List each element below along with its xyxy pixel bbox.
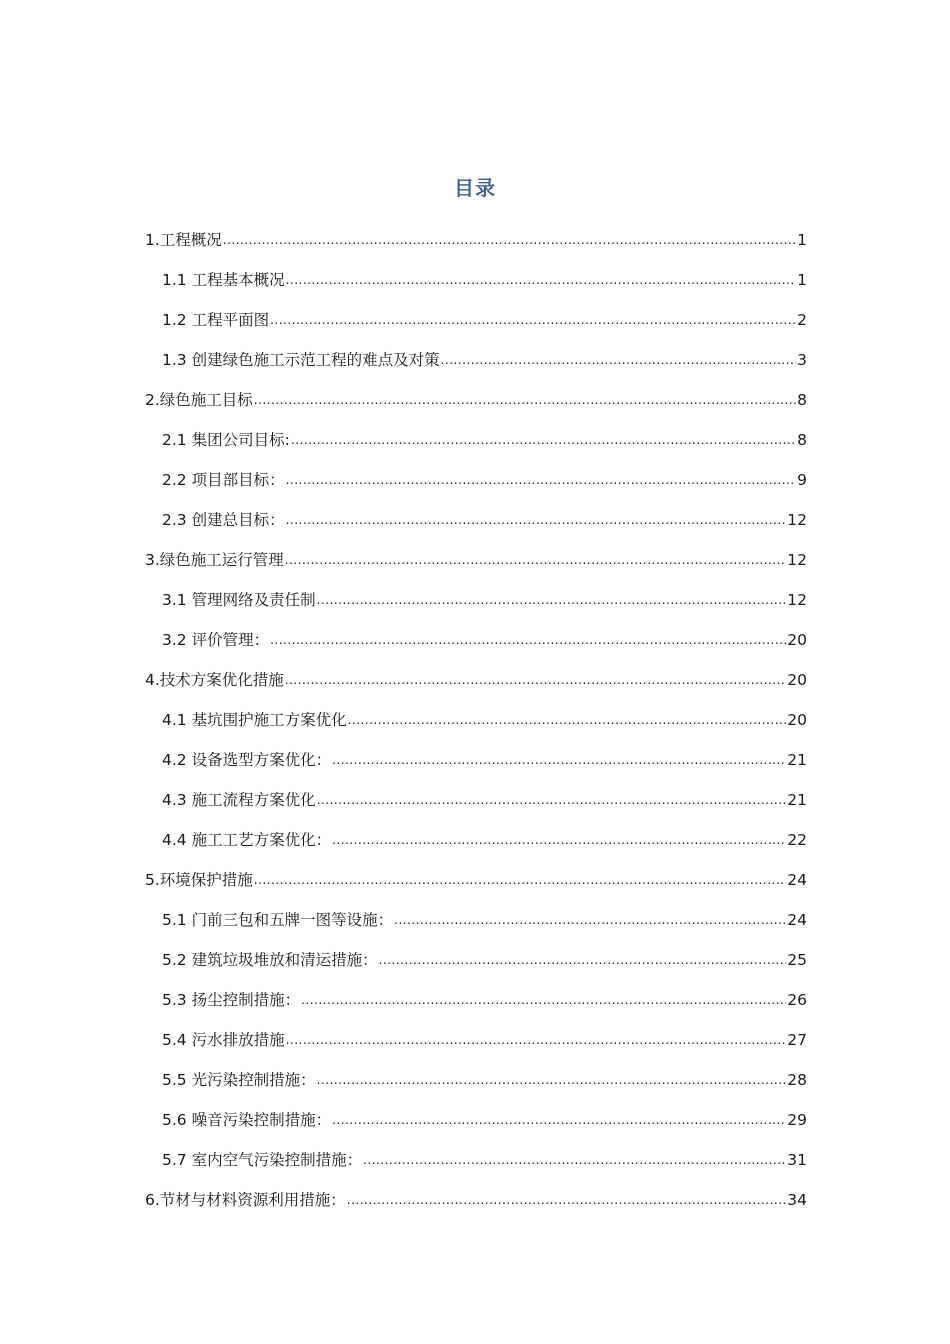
toc-leader-dots (286, 272, 797, 290)
toc-leader-dots (286, 472, 797, 490)
toc-entry-label: 2.3 创建总目标： (162, 511, 285, 529)
toc-entry[interactable] (145, 412, 807, 452)
toc-entry[interactable] (145, 212, 807, 252)
table-of-contents (145, 212, 807, 1212)
toc-entry[interactable] (145, 1092, 807, 1132)
toc-entry[interactable] (145, 652, 807, 692)
toc-entry-label: 5.环境保护措施 (145, 871, 253, 889)
toc-entry-page-number: 24 (787, 871, 807, 889)
toc-leader-dots (332, 752, 786, 770)
toc-entry-page-number: 9 (797, 471, 807, 489)
toc-entry-page-number: 1 (797, 271, 807, 289)
toc-entry[interactable] (145, 972, 807, 1012)
toc-entry-label: 5.2 建筑垃圾堆放和清运措施： (162, 951, 378, 969)
toc-entry-page-number: 27 (787, 1031, 807, 1049)
toc-entry-page-number: 12 (787, 511, 807, 529)
toc-entry-page-number: 25 (787, 951, 807, 969)
toc-entry-page-number: 28 (787, 1071, 807, 1089)
toc-entry[interactable] (145, 1172, 807, 1212)
toc-entry-label: 5.7 室内空气污染控制措施： (162, 1151, 363, 1169)
toc-leader-dots (317, 792, 787, 810)
toc-entry-label: 5.6 噪音污染控制措施： (162, 1111, 332, 1129)
toc-entry-label: 2.绿色施工目标 (145, 391, 253, 409)
toc-leader-dots (394, 912, 786, 930)
toc-leader-dots (332, 832, 786, 850)
toc-entry[interactable] (145, 932, 807, 972)
toc-entry-label: 1.3 创建绿色施工示范工程的难点及对策 (162, 351, 440, 369)
toc-entry-label: 5.1 门前三包和五牌一图等设施： (162, 911, 394, 929)
toc-entry-page-number: 3 (797, 351, 807, 369)
toc-entry-page-number: 21 (787, 751, 807, 769)
toc-leader-dots (254, 872, 786, 890)
toc-entry-page-number: 8 (797, 431, 807, 449)
toc-leader-dots (332, 1112, 786, 1130)
toc-entry[interactable] (145, 332, 807, 372)
toc-leader-dots (286, 512, 787, 530)
toc-entry[interactable] (145, 852, 807, 892)
toc-leader-dots (363, 1152, 786, 1170)
toc-entry[interactable] (145, 292, 807, 332)
toc-entry-label: 5.3 扬尘控制措施： (162, 991, 301, 1009)
toc-entry[interactable] (145, 452, 807, 492)
toc-entry[interactable] (145, 692, 807, 732)
toc-leader-dots (291, 432, 796, 450)
toc-entry[interactable] (145, 1132, 807, 1172)
toc-entry[interactable] (145, 572, 807, 612)
toc-leader-dots (285, 672, 786, 690)
toc-entry-page-number: 26 (787, 991, 807, 1009)
toc-leader-dots (270, 312, 796, 330)
toc-entry-page-number: 20 (787, 631, 807, 649)
toc-entry-page-number: 34 (787, 1191, 807, 1209)
toc-entry-label: 2.1 集团公司目标: (162, 431, 290, 449)
toc-entry[interactable] (145, 1012, 807, 1052)
toc-entry-label: 1.2 工程平面图 (162, 311, 270, 329)
toc-entry[interactable] (145, 1052, 807, 1092)
toc-leader-dots (286, 1032, 787, 1050)
toc-entry-label: 3.绿色施工运行管理 (145, 551, 284, 569)
toc-entry[interactable] (145, 892, 807, 932)
toc-leader-dots (223, 232, 796, 250)
toc-leader-dots (270, 632, 786, 650)
toc-entry-label: 1.工程概况 (145, 231, 222, 249)
toc-entry[interactable] (145, 532, 807, 572)
toc-entry-label: 4.技术方案优化措施 (145, 671, 284, 689)
toc-entry-label: 5.4 污水排放措施 (162, 1031, 285, 1049)
toc-entry-label: 4.2 设备选型方案优化： (162, 751, 332, 769)
toc-leader-dots (285, 552, 786, 570)
toc-leader-dots (379, 952, 787, 970)
toc-entry[interactable] (145, 732, 807, 772)
toc-leader-dots (441, 352, 797, 370)
toc-entry-label: 5.5 光污染控制措施： (162, 1071, 316, 1089)
toc-entry-label: 2.2 项目部目标： (162, 471, 285, 489)
toc-entry-page-number: 2 (797, 311, 807, 329)
toc-leader-dots (317, 1072, 787, 1090)
toc-entry-page-number: 12 (787, 551, 807, 569)
toc-entry[interactable] (145, 612, 807, 652)
toc-entry-page-number: 22 (787, 831, 807, 849)
toc-entry-page-number: 20 (787, 711, 807, 729)
toc-title: 目录 (454, 176, 496, 200)
toc-entry-label: 4.3 施工流程方案优化 (162, 791, 316, 809)
toc-entry-page-number: 8 (797, 391, 807, 409)
toc-entry-page-number: 20 (787, 671, 807, 689)
toc-leader-dots (317, 592, 787, 610)
toc-entry-label: 4.4 施工工艺方案优化： (162, 831, 332, 849)
toc-entry[interactable] (145, 252, 807, 292)
toc-entry-label: 6.节材与材料资源利用措施： (145, 1191, 346, 1209)
toc-entry-page-number: 12 (787, 591, 807, 609)
toc-leader-dots (348, 712, 787, 730)
toc-entry-page-number: 1 (797, 231, 807, 249)
toc-entry-page-number: 24 (787, 911, 807, 929)
toc-leader-dots (254, 392, 796, 410)
toc-entry-page-number: 29 (787, 1111, 807, 1129)
toc-entry[interactable] (145, 812, 807, 852)
toc-entry[interactable] (145, 372, 807, 412)
toc-entry-page-number: 21 (787, 791, 807, 809)
toc-entry-label: 4.1 基坑围护施工方案优化 (162, 711, 347, 729)
toc-entry-label: 3.2 评价管理： (162, 631, 270, 649)
toc-entry-label: 1.1 工程基本概况 (162, 271, 285, 289)
toc-leader-dots (301, 992, 786, 1010)
toc-entry[interactable] (145, 492, 807, 532)
toc-entry-label: 3.1 管理网络及责任制 (162, 591, 316, 609)
toc-leader-dots (347, 1192, 786, 1210)
toc-entry[interactable] (145, 772, 807, 812)
toc-entry-page-number: 31 (787, 1151, 807, 1169)
